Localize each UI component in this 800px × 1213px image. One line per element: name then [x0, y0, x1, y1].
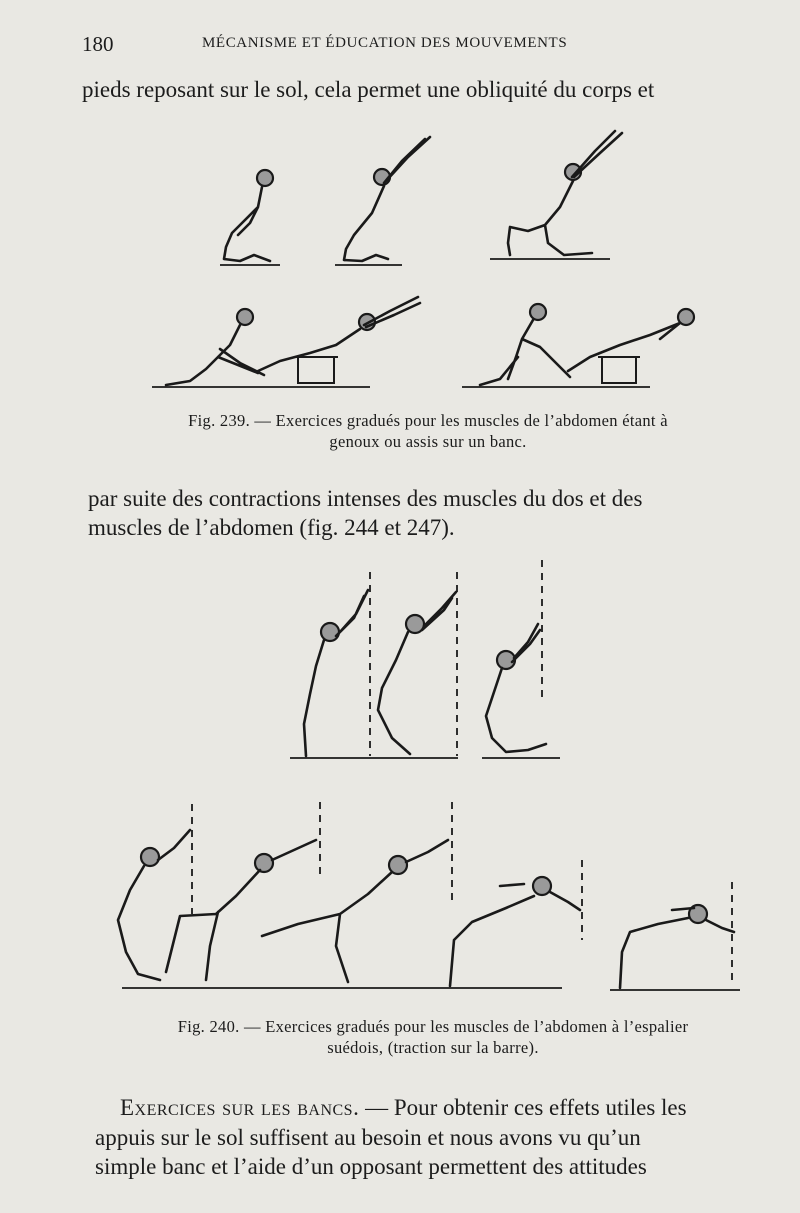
fig240-illustration — [110, 560, 750, 1000]
body-line-para3-3: simple banc et l’aide d’un opposant permettent des attitudes — [95, 1154, 647, 1179]
fig239-kneeling-figure-2 — [335, 137, 430, 265]
page-header — [82, 32, 762, 56]
section-heading-bancs: Exercices sur les bancs. — [120, 1095, 360, 1120]
fig239-bench-figure-1 — [152, 297, 420, 387]
fig240-caption — [88, 1016, 778, 1058]
fig240-standing-figure-3 — [486, 624, 546, 752]
fig239-kneeling-figure-3 — [490, 131, 622, 259]
fig240-standing-figure-2 — [378, 592, 456, 754]
fig240-hanging-figure-4 — [450, 877, 580, 986]
fig240-hanging-figure-3 — [262, 840, 448, 982]
body-line-para2-2: muscles de l’abdomen (fig. 244 et 247). — [88, 515, 455, 540]
fig240-caption-line2: suédois, (traction sur la barre). — [327, 1038, 539, 1057]
fig239-kneeling-figure-1 — [220, 170, 280, 265]
fig239-caption-line1: Fig. 239. — Exercices gradués pour les muscles de l’abdomen étant à — [188, 411, 668, 430]
fig240-hanging-figure-1 — [118, 830, 190, 980]
page-number: 180 — [82, 32, 114, 56]
fig240-hanging-figure-5 — [620, 905, 734, 988]
fig239-caption-line2: genoux ou assis sur un banc. — [329, 432, 527, 451]
body-line-para3-1-rest: — Pour obtenir ces effets utiles les — [359, 1095, 687, 1120]
fig239-bench-figure-2 — [462, 304, 694, 387]
body-line-top: pieds reposant sur le sol, cela permet une obliquité du corps et — [82, 77, 655, 102]
fig240-caption-line1: Fig. 240. — Exercices gradués pour les muscles de l’abdomen à l’espalier — [177, 1017, 689, 1036]
fig240-standing-figure-1 — [304, 590, 368, 756]
fig239-caption — [88, 410, 768, 452]
fig240-hanging-figure-2 — [166, 840, 316, 980]
body-line-para3-1 — [120, 1094, 687, 1122]
body-line-para2-1: par suite des contractions intenses des muscles du dos et des — [88, 486, 643, 511]
body-line-para3-2: appuis sur le sol suffisent au besoin et nous avons vu qu’un — [95, 1125, 641, 1150]
running-head: MÉCANISME ET ÉDUCATION DES MOUVEMENTS — [202, 35, 568, 51]
fig239-illustration — [140, 125, 760, 395]
